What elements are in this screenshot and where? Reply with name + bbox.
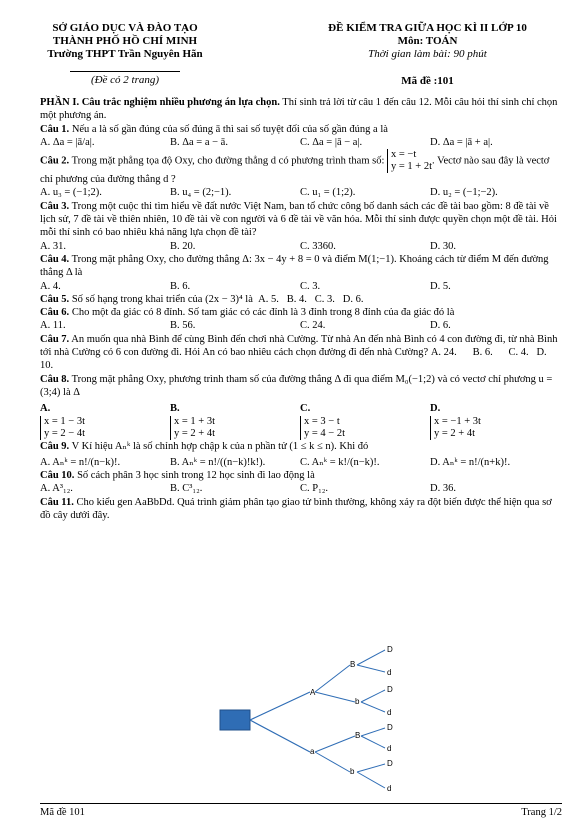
option-b: B. u₄ = (2;−1). bbox=[170, 187, 232, 199]
option-d: D. u₂ = (−1;−2). bbox=[430, 187, 498, 199]
option-d: D. 36. bbox=[430, 483, 456, 495]
option-c: C. P₁₂. bbox=[300, 483, 329, 495]
gamete-tree-diagram bbox=[215, 640, 425, 800]
part1-title: PHẦN I. Câu trắc nghiệm nhiều phương án lựa chọn. bbox=[40, 97, 280, 108]
root-box bbox=[220, 710, 250, 730]
option-a: A. Aₙᵏ = n!/(n−k)!. bbox=[40, 456, 121, 468]
node-d: d bbox=[387, 744, 392, 753]
question-7 bbox=[40, 333, 560, 373]
question-text: Nếu a là số gần đúng của số đúng ā thì sai số tuyệt đối của số gần đúng a là bbox=[69, 123, 388, 135]
option-b: B. 56. bbox=[170, 320, 196, 332]
question-9-options bbox=[40, 456, 560, 469]
option-d: D. 10. bbox=[40, 347, 547, 372]
department-name: SỞ GIÁO DỤC VÀ ĐÀO TẠO bbox=[52, 22, 198, 34]
option-b: B. 6. bbox=[170, 280, 191, 292]
question-label: Câu 9. bbox=[40, 440, 70, 452]
question-10-options bbox=[40, 482, 560, 495]
header-left bbox=[40, 22, 210, 87]
option-d: D. 5. bbox=[430, 280, 451, 292]
option-a: A. x = 1 − 3t y = 2 − 4t bbox=[40, 402, 170, 439]
question-1-options bbox=[40, 136, 560, 149]
option-a: A. Δa = |ā/a|. bbox=[40, 136, 95, 148]
option-d: D. 6. bbox=[342, 293, 364, 305]
option-d: D. x = −1 + 3t y = 2 + 4t bbox=[430, 402, 560, 439]
option-c: C. 3. bbox=[314, 293, 335, 305]
part1-instruction: Thí sinh trả lời từ câu 1 đến câu 12. Mỗi câu hỏi thí sinh chỉ chọn một phương án. bbox=[40, 97, 558, 122]
node-D: D bbox=[387, 759, 393, 768]
option-a: A. 24. bbox=[430, 347, 457, 359]
question-11 bbox=[40, 496, 560, 523]
question-9 bbox=[40, 440, 560, 453]
exam-title: ĐỀ KIỂM TRA GIỮA HỌC KÌ II LỚP 10 bbox=[328, 22, 527, 34]
option-b: B. x = 1 + 3t y = 2 + 4t bbox=[170, 402, 300, 439]
question-text: Số cách phân 3 học sinh trong 12 học sinh đi lao động là bbox=[74, 470, 315, 482]
param-system bbox=[387, 149, 432, 173]
page-count-note: (Đề có 2 trang) bbox=[70, 71, 180, 87]
node-D: D bbox=[387, 723, 393, 732]
question-text-cont: . Vectơ nào sau đây là vectơ chỉ phương của đường thẳng d ? bbox=[40, 155, 550, 186]
question-10 bbox=[40, 469, 560, 482]
question-6-options bbox=[40, 319, 560, 332]
exam-code: Mã đề :101 bbox=[401, 75, 454, 87]
question-text: Cho một đa giác có 8 đỉnh. Số tam giác có các đỉnh là 3 đỉnh trong 8 đỉnh của đa giác đó là bbox=[69, 307, 455, 319]
option-a: A. u₃ = (−1;2). bbox=[40, 187, 102, 199]
question-5 bbox=[40, 293, 560, 306]
question-label: Câu 7. bbox=[40, 333, 70, 345]
option-d: D. Aₙᵏ = n!/(n+k)!. bbox=[430, 456, 511, 468]
option-a: A. 11. bbox=[40, 320, 66, 332]
option-d: D. 6. bbox=[430, 320, 451, 332]
question-6 bbox=[40, 306, 560, 319]
option-b: B. 4. bbox=[286, 293, 307, 305]
node-b: b bbox=[350, 767, 355, 776]
option-b: B. Aₙᵏ = n!/((n−k)!k!). bbox=[170, 456, 266, 468]
question-text: Trong mặt phẳng Oxy, cho đường thẳng Δ: 3x − 4y + 8 = 0 và điểm M(1;−1). Khoảng cách từ điểm M đến đường thẳng Δ là bbox=[40, 253, 549, 279]
option-b: B. 20. bbox=[170, 240, 196, 252]
question-8-options bbox=[40, 402, 560, 439]
question-label: Câu 6. bbox=[40, 307, 70, 319]
page-footer bbox=[40, 803, 562, 818]
node-A: A bbox=[310, 688, 316, 697]
node-D: D bbox=[387, 645, 393, 654]
option-c: C. x = 3 − t y = 4 − 2t bbox=[300, 402, 430, 439]
system-line: x = −t bbox=[391, 149, 417, 161]
footer-exam-code: Mã đề 101 bbox=[40, 807, 85, 818]
question-2-options bbox=[40, 186, 560, 199]
question-text: Trong một cuộc thi tìm hiểu về đất nước Việt Nam, ban tổ chức công bố danh sách các đề tài bao gồm: 8 đề tài về lịch sử, 7 đề tài về thiên nhiên, 10 đề tài về con người và 6 đề tài về văn hóa. Mỗi thí sinh được quyền chọn một đề tài. Hỏi mỗi thí sinh có bao nhiêu khả năng lựa chọn đề tài? bbox=[40, 200, 557, 239]
option-a: A. 4. bbox=[40, 280, 61, 292]
footer-page-number: Trang 1/2 bbox=[521, 807, 562, 818]
node-d: d bbox=[387, 708, 392, 717]
question-label: Câu 10. bbox=[40, 470, 75, 482]
question-text: Cho kiểu gen AaBbDd. Quá trình giảm phân tạo giao tử bình thường, không xảy ra đột biến được thể hiện qua sơ đồ cây dưới đây. bbox=[40, 496, 552, 522]
question-text: Trong mặt phẳng Oxy, phương trình tham số của đường thẳng Δ đi qua điểm M₀(−1;2) và có vectơ chỉ phương u = (3;4) là Δ bbox=[40, 373, 553, 398]
question-label: Câu 11. bbox=[40, 496, 74, 508]
question-8 bbox=[40, 373, 560, 400]
question-2 bbox=[40, 149, 560, 186]
question-text: V Kí hiệu Aₙᵏ là số chỉnh hợp chập k của n phần tử (1 ≤ k ≤ n). Khi đó bbox=[69, 440, 369, 452]
question-1 bbox=[40, 123, 560, 136]
header-right bbox=[290, 22, 565, 88]
question-text: Trong mặt phẳng tọa độ Oxy, cho đường thẳng d có phương trình tham số: bbox=[69, 155, 385, 167]
option-c: C. u₁ = (1;2). bbox=[300, 187, 356, 199]
node-d: d bbox=[387, 668, 392, 677]
option-b: B. C³₁₂. bbox=[170, 483, 203, 495]
option-c: C. 4. bbox=[508, 347, 529, 359]
question-text: An muốn qua nhà Bình để cùng Bình đến chơi nhà Cường. Từ nhà An đến nhà Bình có 4 con đường đi, từ nhà Bình tới nhà Cường có 6 con đường đi. Hỏi An có bao nhiêu cách chọn đường đi đến nhà Cường? bbox=[40, 333, 558, 359]
option-c: C. Aₙᵏ = k!/(n−k)!. bbox=[300, 456, 380, 468]
option-a: A. 5. bbox=[258, 293, 279, 305]
option-d: D. Δa = |ā + a|. bbox=[430, 136, 493, 148]
part1-heading bbox=[40, 96, 560, 123]
question-label: Câu 2. bbox=[40, 155, 70, 167]
question-4 bbox=[40, 253, 560, 280]
question-label: Câu 3. bbox=[40, 200, 70, 212]
option-a: A. A³₁₂. bbox=[40, 483, 73, 495]
option-c: C. 24. bbox=[300, 320, 326, 332]
question-label: Câu 8. bbox=[40, 373, 70, 385]
question-label: Câu 5. bbox=[40, 293, 70, 305]
option-b: B. 6. bbox=[472, 347, 493, 359]
option-a: A. 31. bbox=[40, 240, 66, 252]
question-label: Câu 1. bbox=[40, 123, 70, 135]
duration: Thời gian làm bài: 90 phút bbox=[368, 48, 487, 60]
question-label: Câu 4. bbox=[40, 253, 70, 265]
subject: Môn: TOÁN bbox=[397, 35, 458, 47]
exam-content bbox=[40, 96, 560, 522]
school-name: Trường THPT Trần Nguyên Hãn bbox=[47, 48, 203, 60]
question-text: Số số hạng trong khai triển của (2x − 3)⁴ là bbox=[69, 293, 253, 305]
node-D: D bbox=[387, 685, 393, 694]
option-b: B. Δa = a − ā. bbox=[170, 136, 228, 148]
node-B: B bbox=[355, 731, 361, 740]
question-4-options bbox=[40, 280, 560, 293]
question-3-options bbox=[40, 240, 560, 253]
system-line: y = 1 + 2t bbox=[391, 161, 433, 173]
option-c: C. 3. bbox=[300, 280, 321, 292]
option-c: C. 3360. bbox=[300, 240, 336, 252]
option-d: D. 30. bbox=[430, 240, 456, 252]
option-c: C. Δa = |ā − a|. bbox=[300, 136, 363, 148]
node-B: B bbox=[350, 660, 356, 669]
node-a: a bbox=[310, 747, 315, 756]
question-3 bbox=[40, 200, 560, 240]
node-d: d bbox=[387, 784, 392, 793]
node-b: b bbox=[355, 697, 360, 706]
city-name: THÀNH PHỐ HỒ CHÍ MINH bbox=[52, 35, 198, 47]
